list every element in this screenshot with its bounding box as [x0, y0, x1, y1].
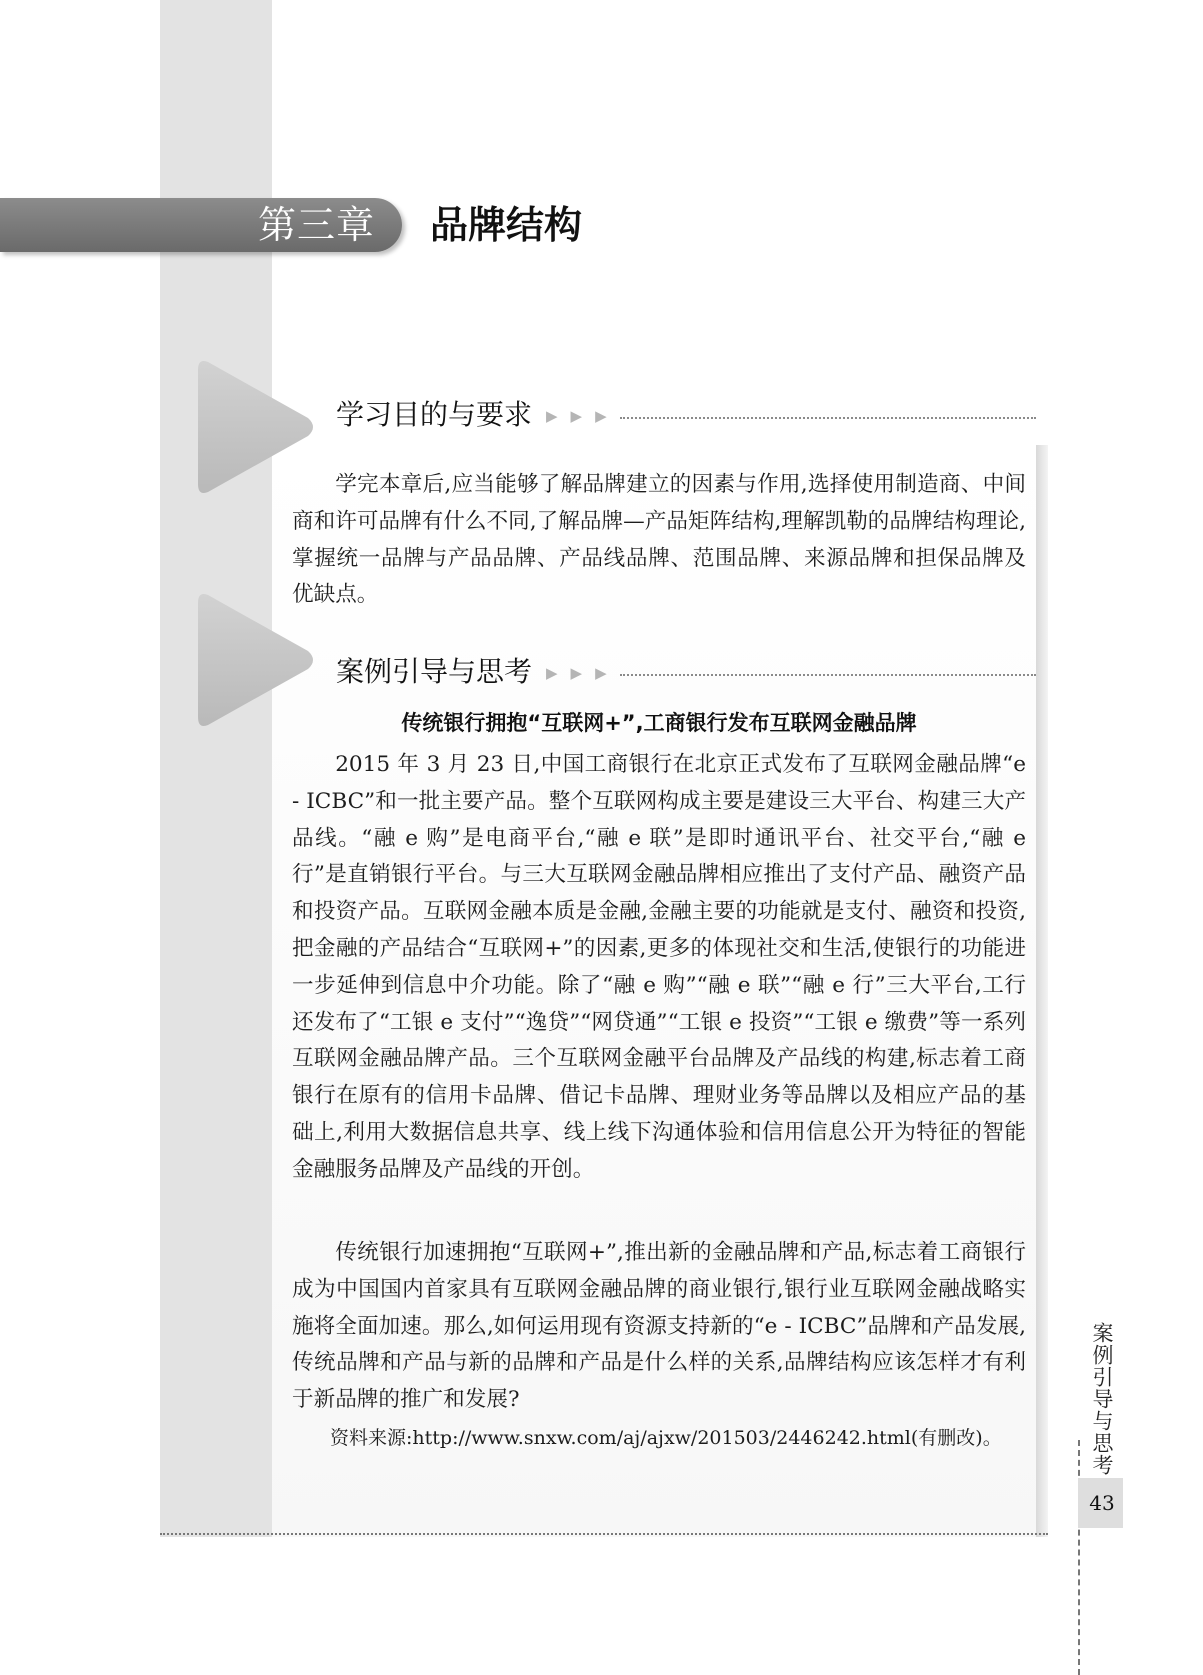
arrow-right-icon: ▶▶▶	[546, 664, 620, 682]
chapter-title: 品牌结构	[430, 203, 583, 247]
side-dashed-line	[1078, 1440, 1080, 1675]
side-section-label: 案例引导与思考	[1090, 1322, 1114, 1476]
section-heading-objectives: 学习目的与要求	[336, 398, 533, 431]
case-source: 资料来源:http://www.snxw.com/aj/ajxw/201503/2446242.html(有删改)。	[330, 1427, 1002, 1449]
arrow-right-icon: ▶▶▶	[546, 407, 620, 425]
case-paragraph-2: 传统银行加速拥抱“互联网+”,推出新的金融品牌和产品,标志着工商银行成为中国国内首家具有互联网金融品牌的商业银行,银行业互联网金融战略实施将全面加速。那么,如何运用现有资源支持新的“e - ICBC”品牌和产品发展,传统品牌和产品与新的品牌和产品是什么样的关系,品牌结构应该怎样才有利于新品牌的推广和发展?	[292, 1240, 1026, 1413]
bottom-dotted-rule	[160, 1533, 1048, 1535]
panel-right-shadow	[1036, 445, 1048, 1537]
case-title: 传统银行拥抱“互联网+”,工商银行发布互联网金融品牌	[401, 711, 917, 735]
case-paragraph-1: 2015 年 3 月 23 日,中国工商银行在北京正式发布了互联网金融品牌“e - ICBC”和一批主要产品。整个互联网构成主要是建设三大平台、构建三大产品线。“融 e 购”是电商平台,“融 e 联”是即时通讯平台、社交平台,“融 e 行”是直销银行平台。与三大互联网金融品牌相应推出了支付产品、融资产品和投资产品。互联网金融本质是金融,金融主要的功能就是支付、融资和投资,把金融的产品结合“互联网+”的因素,更多的体现社交和生活,使银行的功能进一步延伸到信息中介功能。除了“融 e 购”“融 e 联”“融 e 行”三大平台,工行还发布了“工银 e 支付”“逸贷”“网贷通”“工银 e 投资”“工银 e 缴费”等一系列互联网金融品牌产品。三个互联网金融平台品牌及产品线的构建,标志着工商银行在原有的信用卡品牌、借记卡品牌、理财业务等品牌以及相应产品的基础上,利用大数据信息共享、线上线下沟通体验和信用信息公开为特征的智能金融服务品牌及产品线的开创。	[292, 752, 1026, 1182]
page-number: 43	[1089, 1491, 1115, 1515]
section-heading-case: 案例引导与思考	[336, 655, 533, 688]
objectives-paragraph: 学完本章后,应当能够了解品牌建立的因素与作用,选择使用制造商、中间商和许可品牌有什么不同,了解品牌—产品矩阵结构,理解凯勒的品牌结构理论,掌握统一品牌与产品品牌、产品线品牌、范围品牌、来源品牌和担保品牌及优缺点。	[292, 472, 1026, 608]
section-dotted-rule	[620, 417, 1036, 419]
section-dotted-rule	[620, 674, 1036, 676]
chapter-label: 第三章	[258, 203, 376, 247]
